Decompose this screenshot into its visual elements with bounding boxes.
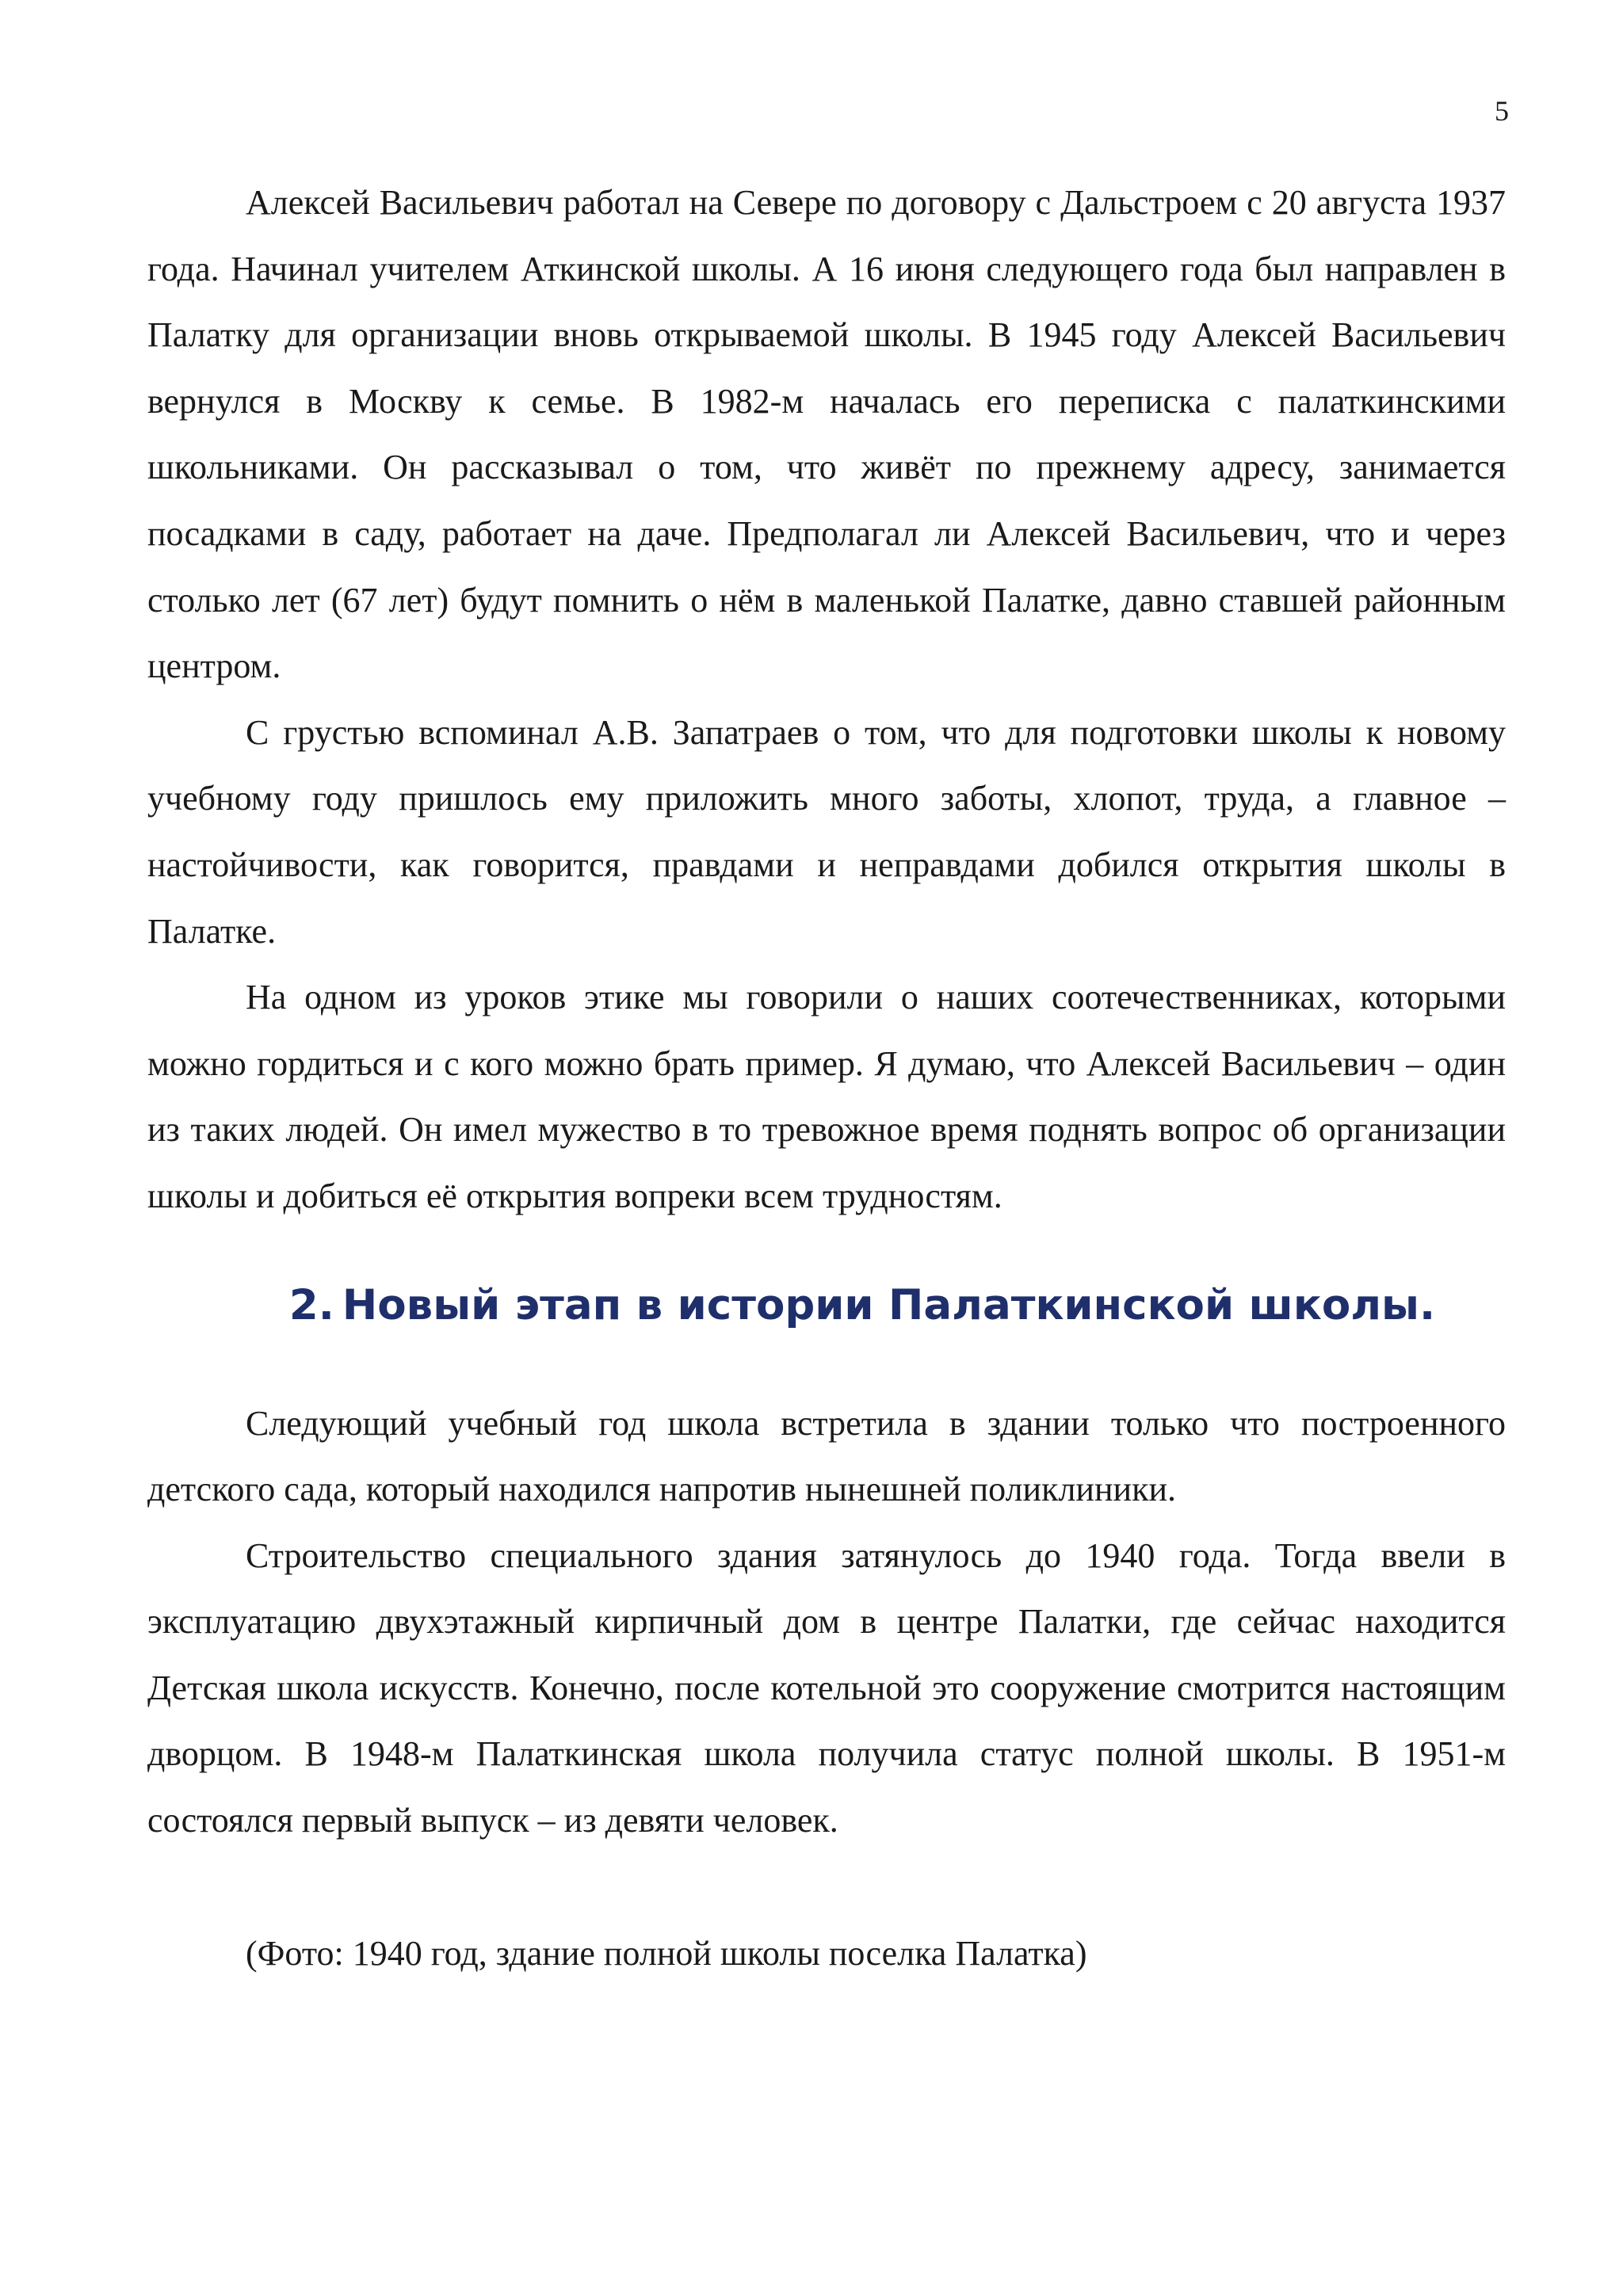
- photo-caption: (Фото: 1940 год, здание полной школы поселка Палатка): [246, 1933, 1087, 1973]
- section-title: Новый этап в истории Палаткинской школы.: [342, 1280, 1436, 1329]
- paragraph-career: Алексей Васильевич работал на Севере по договору с Дальстроем с 20 августа 1937 года. Начинал учителем Аткинской школы. А 16 июня следующего года был направлен в Палатку для организации вновь открываемой школы. В 1945 году Алексей Васильевич вернулся в Москву к семье. В 1982-м началась его переписка с палаткинскими школьниками. Он рассказывал о том, что живёт по прежнему адресу, занимается посадками в саду, работает на даче. Предполагал ли Алексей Васильевич, что и через столько лет (67 лет) будут помнить о нём в маленькой Палатке, давно ставшей районным центром.: [147, 183, 1506, 686]
- document-body: [147, 170, 1506, 1986]
- page-number: 5: [1495, 95, 1509, 127]
- paragraph-ethics-lesson: На одном из уроков этике мы говорили о наших соотечественниках, которыми можно гордиться и с кого можно брать пример. Я думаю, что Алексей Васильевич – один из таких людей. Он имел мужество в то тревожное время поднять вопрос об организации школы и добиться её открытия вопреки всем трудностям.: [147, 978, 1506, 1215]
- section-heading: [147, 1269, 1506, 1342]
- paragraph-memories: С грустью вспоминал А.В. Запатраев о том, что для подготовки школы к новому учебному году пришлось ему приложить много заботы, хлопот, труда, а главное – настойчивости, как говорится, правдами и неправдами добился открытия школы в Палатке.: [147, 712, 1506, 951]
- section-number: 2.: [288, 1280, 334, 1329]
- paragraph-kindergarten: Следующий учебный год школа встретила в здании только что построенного детского сада, который находился напротив нынешней поликлиники.: [147, 1403, 1506, 1509]
- section-body: [147, 1390, 1506, 1854]
- paragraph-new-building: Строительство специального здания затянулось до 1940 года. Тогда ввели в эксплуатацию двухэтажный кирпичный дом в центре Палатки, где сейчас находится Детская школа искусств. Конечно, после котельной это сооружение смотрится настоящим дворцом. В 1948-м Палаткинская школа получила статус полной школы. В 1951-м состоялся первый выпуск – из девяти человек.: [147, 1535, 1506, 1840]
